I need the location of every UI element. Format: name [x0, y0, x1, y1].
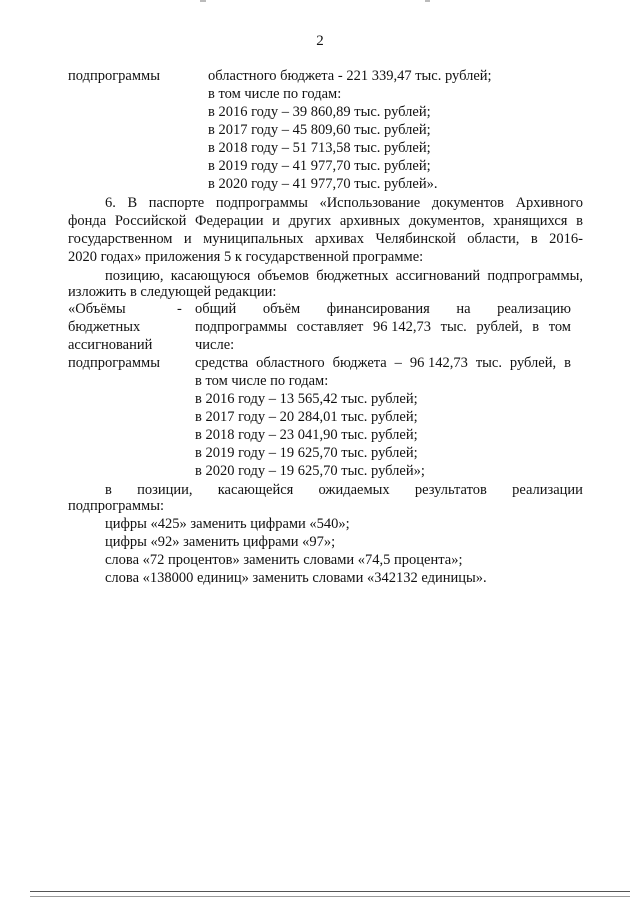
- word: подпрограммы,: [487, 268, 583, 284]
- block1-line: в 2018 году – 51 713,58 тыс. рублей;: [208, 140, 431, 156]
- word: бюджета: [332, 355, 387, 371]
- word: позицию,: [105, 268, 164, 284]
- word: Федерации: [195, 213, 264, 229]
- word: в: [532, 319, 540, 335]
- block2-right-line: числе:: [195, 337, 235, 353]
- block2-right-line: [195, 319, 571, 335]
- block2-right-line: [195, 355, 571, 371]
- word: Челябинской: [375, 231, 456, 247]
- word: касающуюся: [170, 268, 251, 284]
- block2-label: ассигнований: [68, 337, 153, 353]
- word: касающейся: [217, 482, 294, 498]
- bottom-scan-edge: [30, 896, 630, 897]
- replacement-item: цифры «425» заменить цифрами «540»;: [105, 516, 350, 532]
- word: тыс.: [475, 355, 502, 371]
- word: рублей,: [476, 319, 523, 335]
- word: в: [564, 355, 571, 371]
- block1-line: в том числе по годам:: [208, 86, 342, 102]
- word: 2016-: [549, 231, 583, 247]
- block2-right-line: [195, 301, 571, 317]
- word: средства: [195, 355, 249, 371]
- word: подпрограммы: [215, 195, 308, 211]
- word: «Использование: [319, 195, 421, 211]
- word: документов: [431, 195, 504, 211]
- word: муниципальных: [203, 231, 304, 247]
- word: ассигнований: [395, 268, 481, 284]
- word: составляет: [296, 319, 364, 335]
- word: государственном: [68, 231, 173, 247]
- replacement-item: цифры «92» заменить цифрами «97»;: [105, 534, 336, 550]
- word: архивах: [314, 231, 364, 247]
- word: Архивного: [515, 195, 583, 211]
- word: других: [288, 213, 332, 229]
- results-line: подпрограммы:: [68, 498, 164, 514]
- page-number: 2: [316, 33, 324, 49]
- block2-label: бюджетных: [68, 319, 141, 335]
- block2-line: в 2018 году – 23 041,90 тыс. рублей;: [195, 427, 418, 443]
- scan-artifact: [425, 0, 430, 2]
- word: финансирования: [326, 301, 430, 317]
- word: ожидаемых: [318, 482, 390, 498]
- word: Российской: [114, 213, 187, 229]
- item6-last-line: 2020 годах» приложения 5 к государственной программе:: [68, 249, 424, 265]
- word: подпрограммы: [195, 319, 287, 335]
- word: В: [127, 195, 138, 211]
- word: в: [576, 213, 583, 229]
- word: фонда: [68, 213, 107, 229]
- word: тыс.: [440, 319, 467, 335]
- block2-dash: -: [177, 301, 182, 317]
- block2-line: в 2016 году – 13 565,42 тыс. рублей;: [195, 391, 418, 407]
- block1-line: в 2019 году – 41 977,70 тыс. рублей;: [208, 158, 431, 174]
- position-line: изложить в следующей редакции:: [68, 284, 277, 300]
- block2-label: подпрограммы: [68, 355, 160, 371]
- block1-line: в 2017 году – 45 809,60 тыс. рублей;: [208, 122, 431, 138]
- word: на: [456, 301, 471, 317]
- word: реализацию: [497, 301, 571, 317]
- word: паспорте: [148, 195, 205, 211]
- word: 96 142,73: [372, 319, 431, 335]
- block1-label: подпрограммы: [68, 68, 160, 84]
- block1-line: в 2016 году – 39 860,89 тыс. рублей;: [208, 104, 431, 120]
- replacement-item: слова «138000 единиц» заменить словами «342132 единицы».: [105, 570, 487, 586]
- word: 6.: [105, 195, 116, 211]
- replacement-item: слова «72 процентов» заменить словами «74,5 процента»;: [105, 552, 463, 568]
- block1-line: областного бюджета - 221 339,47 тыс. рублей;: [208, 68, 492, 84]
- block2-line: в 2019 году – 19 625,70 тыс. рублей;: [195, 445, 418, 461]
- word: объемов: [257, 268, 309, 284]
- block2-line: в 2017 году – 20 284,01 тыс. рублей;: [195, 409, 418, 425]
- word: и: [272, 213, 280, 229]
- word: реализации: [512, 482, 583, 498]
- word: общий: [195, 301, 237, 317]
- word: в: [530, 231, 538, 247]
- scan-artifact: [200, 0, 206, 2]
- item6-line: [68, 231, 583, 247]
- word: в: [105, 482, 112, 498]
- word: 96 142,73: [409, 355, 468, 371]
- word: хранящихся: [493, 213, 568, 229]
- block2-line: в том числе по годам:: [195, 373, 329, 389]
- word: области,: [467, 231, 520, 247]
- word: –: [394, 355, 402, 371]
- word: результатов: [414, 482, 487, 498]
- bottom-scan-edge: [30, 891, 630, 892]
- word: областного: [256, 355, 325, 371]
- results-line: [105, 482, 583, 498]
- word: архивных: [339, 213, 401, 229]
- word: рублей,: [509, 355, 557, 371]
- word: документов,: [408, 213, 485, 229]
- position-line: [105, 268, 583, 284]
- item6-line: [105, 195, 583, 211]
- block2-label: «Объёмы: [68, 301, 126, 317]
- block2-line: в 2020 году – 19 625,70 тыс. рублей»;: [195, 463, 425, 479]
- block1-line: в 2020 году – 41 977,70 тыс. рублей».: [208, 176, 438, 192]
- word: том: [548, 319, 571, 335]
- item6-line: [68, 213, 583, 229]
- word: и: [183, 231, 192, 247]
- word: позиции,: [137, 482, 193, 498]
- word: бюджетных: [316, 268, 389, 284]
- word: объём: [262, 301, 301, 317]
